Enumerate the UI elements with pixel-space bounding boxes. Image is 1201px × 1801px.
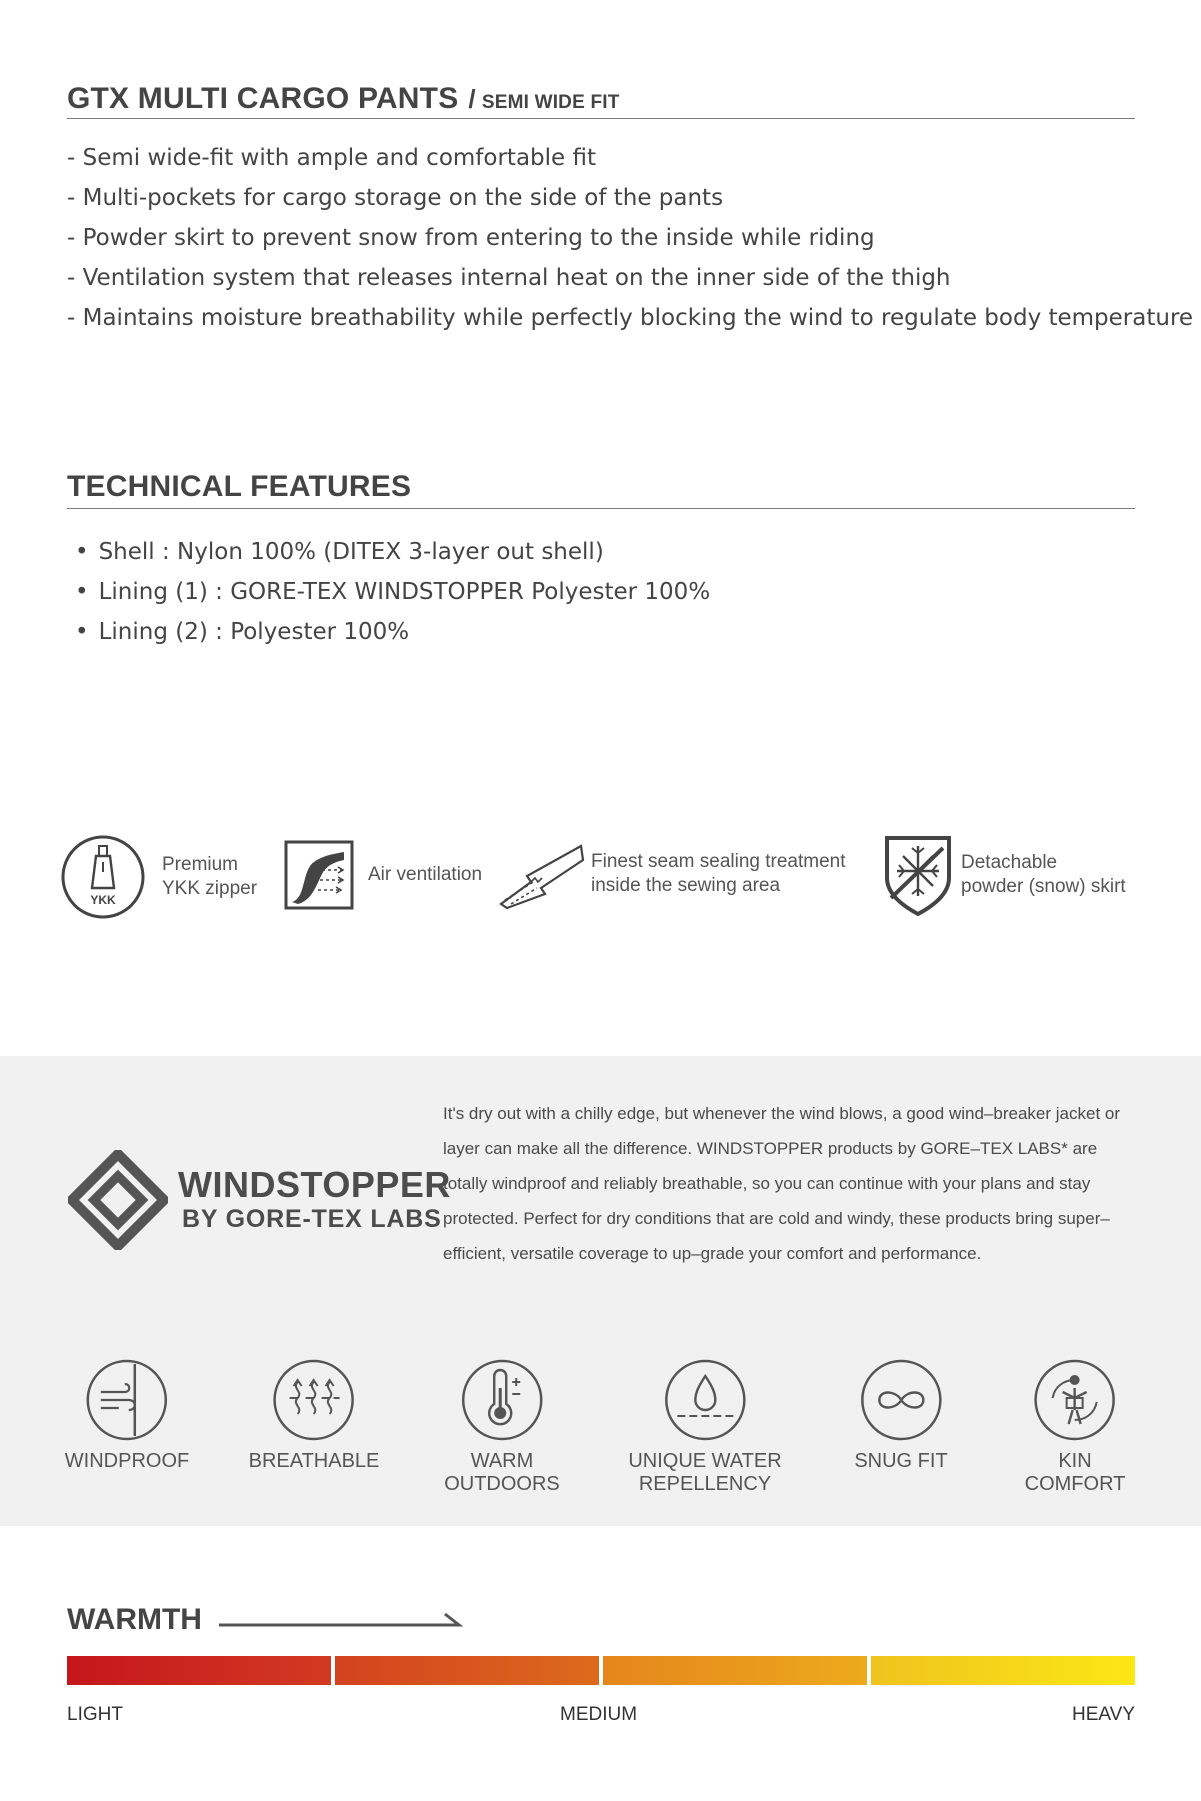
warmth-label-heavy: HEAVY xyxy=(1071,1704,1135,1725)
thermometer-icon xyxy=(460,1358,544,1442)
benefit-windproof xyxy=(65,1358,189,1473)
windstopper-wordmark: WINDSTOPPER xyxy=(178,1164,451,1205)
list-item: - Powder skirt to prevent snow from entering to the inside while riding xyxy=(67,225,875,251)
windstopper-description: It's dry out with a chilly edge, but whenever the wind blows, a good wind–breaker jacket or layer can make all the difference. WINDSTOPPER products by GORE–TEX LABS* are totally windproof and reliably breathable, so you can continue with your plans and stay protected. Perfect for dry conditions that are cold and windy, these products bring super–efficient, versatile coverage to up–grade your comfort and performance. xyxy=(443,1104,1121,1263)
feature-snow-skirt xyxy=(883,834,1126,916)
feature-label: Detachable powder (snow) skirt xyxy=(961,852,1126,897)
warmth-gradient-bar xyxy=(67,1656,1135,1685)
gore-tex-labs-wordmark: BY GORE-TEX LABS xyxy=(182,1205,442,1233)
list-item: - Semi wide-fit with ample and comfortable fit xyxy=(67,145,596,171)
arrow-right-icon xyxy=(219,1610,463,1632)
benefit-snug-fit xyxy=(854,1358,947,1473)
warmth-segment xyxy=(603,1656,867,1685)
kin-comfort-icon xyxy=(1033,1358,1117,1442)
feature-seam-sealing xyxy=(497,838,846,910)
ykk-zipper-icon xyxy=(60,834,146,920)
benefit-water-repellency xyxy=(628,1358,781,1496)
benefit-warm-outdoors xyxy=(444,1358,560,1496)
snug-fit-icon xyxy=(859,1358,943,1442)
warmth-label-medium: MEDIUM xyxy=(560,1704,638,1725)
benefit-label: KIN COMFORT xyxy=(1024,1450,1126,1495)
svg-text:YKK: YKK xyxy=(90,893,116,907)
seam-sealing-icon xyxy=(497,838,585,910)
water-drop-icon xyxy=(663,1358,747,1442)
windproof-icon xyxy=(85,1358,169,1442)
feature-ykk-zipper xyxy=(60,834,257,920)
windstopper-logo xyxy=(68,1150,451,1250)
feature-air-ventilation xyxy=(284,840,482,910)
feature-label: Finest seam sealing treatment inside the sewing area xyxy=(591,851,846,896)
warmth-segment xyxy=(871,1656,1135,1685)
list-item: - Multi-pockets for cargo storage on the side of the pants xyxy=(67,185,724,211)
air-ventilation-icon xyxy=(284,840,354,910)
product-fit: SEMI WIDE FIT xyxy=(481,92,620,113)
technical-features-title: TECHNICAL FEATURES xyxy=(67,470,412,503)
benefit-label: UNIQUE WATER REPELLENCY xyxy=(628,1450,782,1495)
windstopper-diamond-icon xyxy=(68,1150,168,1250)
benefit-label: WINDPROOF xyxy=(64,1450,190,1472)
list-item: - Maintains moisture breathability while perfectly blocking the wind to regulate body temperature xyxy=(67,305,1194,331)
benefit-breathable xyxy=(249,1358,380,1473)
product-title: GTX MULTI CARGO PANTS xyxy=(67,82,459,115)
feature-label: Premium YKK zipper xyxy=(162,854,258,899)
technical-features-title-row xyxy=(67,470,1135,509)
warmth-title-text: WARMTH xyxy=(67,1603,202,1636)
warmth-title xyxy=(67,1603,202,1637)
warmth-label-light: LIGHT xyxy=(67,1704,123,1725)
benefit-label: SNUG FIT xyxy=(854,1450,948,1472)
title-slash: / xyxy=(468,84,476,114)
breathable-icon xyxy=(272,1358,356,1442)
technical-features-list xyxy=(67,532,710,652)
list-item: • Lining (2) : Polyester 100% xyxy=(67,612,710,652)
product-title-row xyxy=(67,82,1135,119)
benefit-kin-comfort xyxy=(1025,1358,1126,1496)
feature-label: Air ventilation xyxy=(368,864,483,885)
warmth-segment xyxy=(67,1656,331,1685)
benefit-label: WARM OUTDOORS xyxy=(444,1450,560,1495)
list-item: • Shell : Nylon 100% (DITEX 3-layer out shell) xyxy=(67,532,710,572)
product-description-list xyxy=(67,138,1193,338)
warmth-segment xyxy=(335,1656,599,1685)
snow-skirt-shield-icon xyxy=(883,834,953,916)
benefit-label: BREATHABLE xyxy=(248,1450,380,1472)
list-item: • Lining (1) : GORE-TEX WINDSTOPPER Polyester 100% xyxy=(67,572,710,612)
list-item: - Ventilation system that releases internal heat on the inner side of the thigh xyxy=(67,265,951,291)
